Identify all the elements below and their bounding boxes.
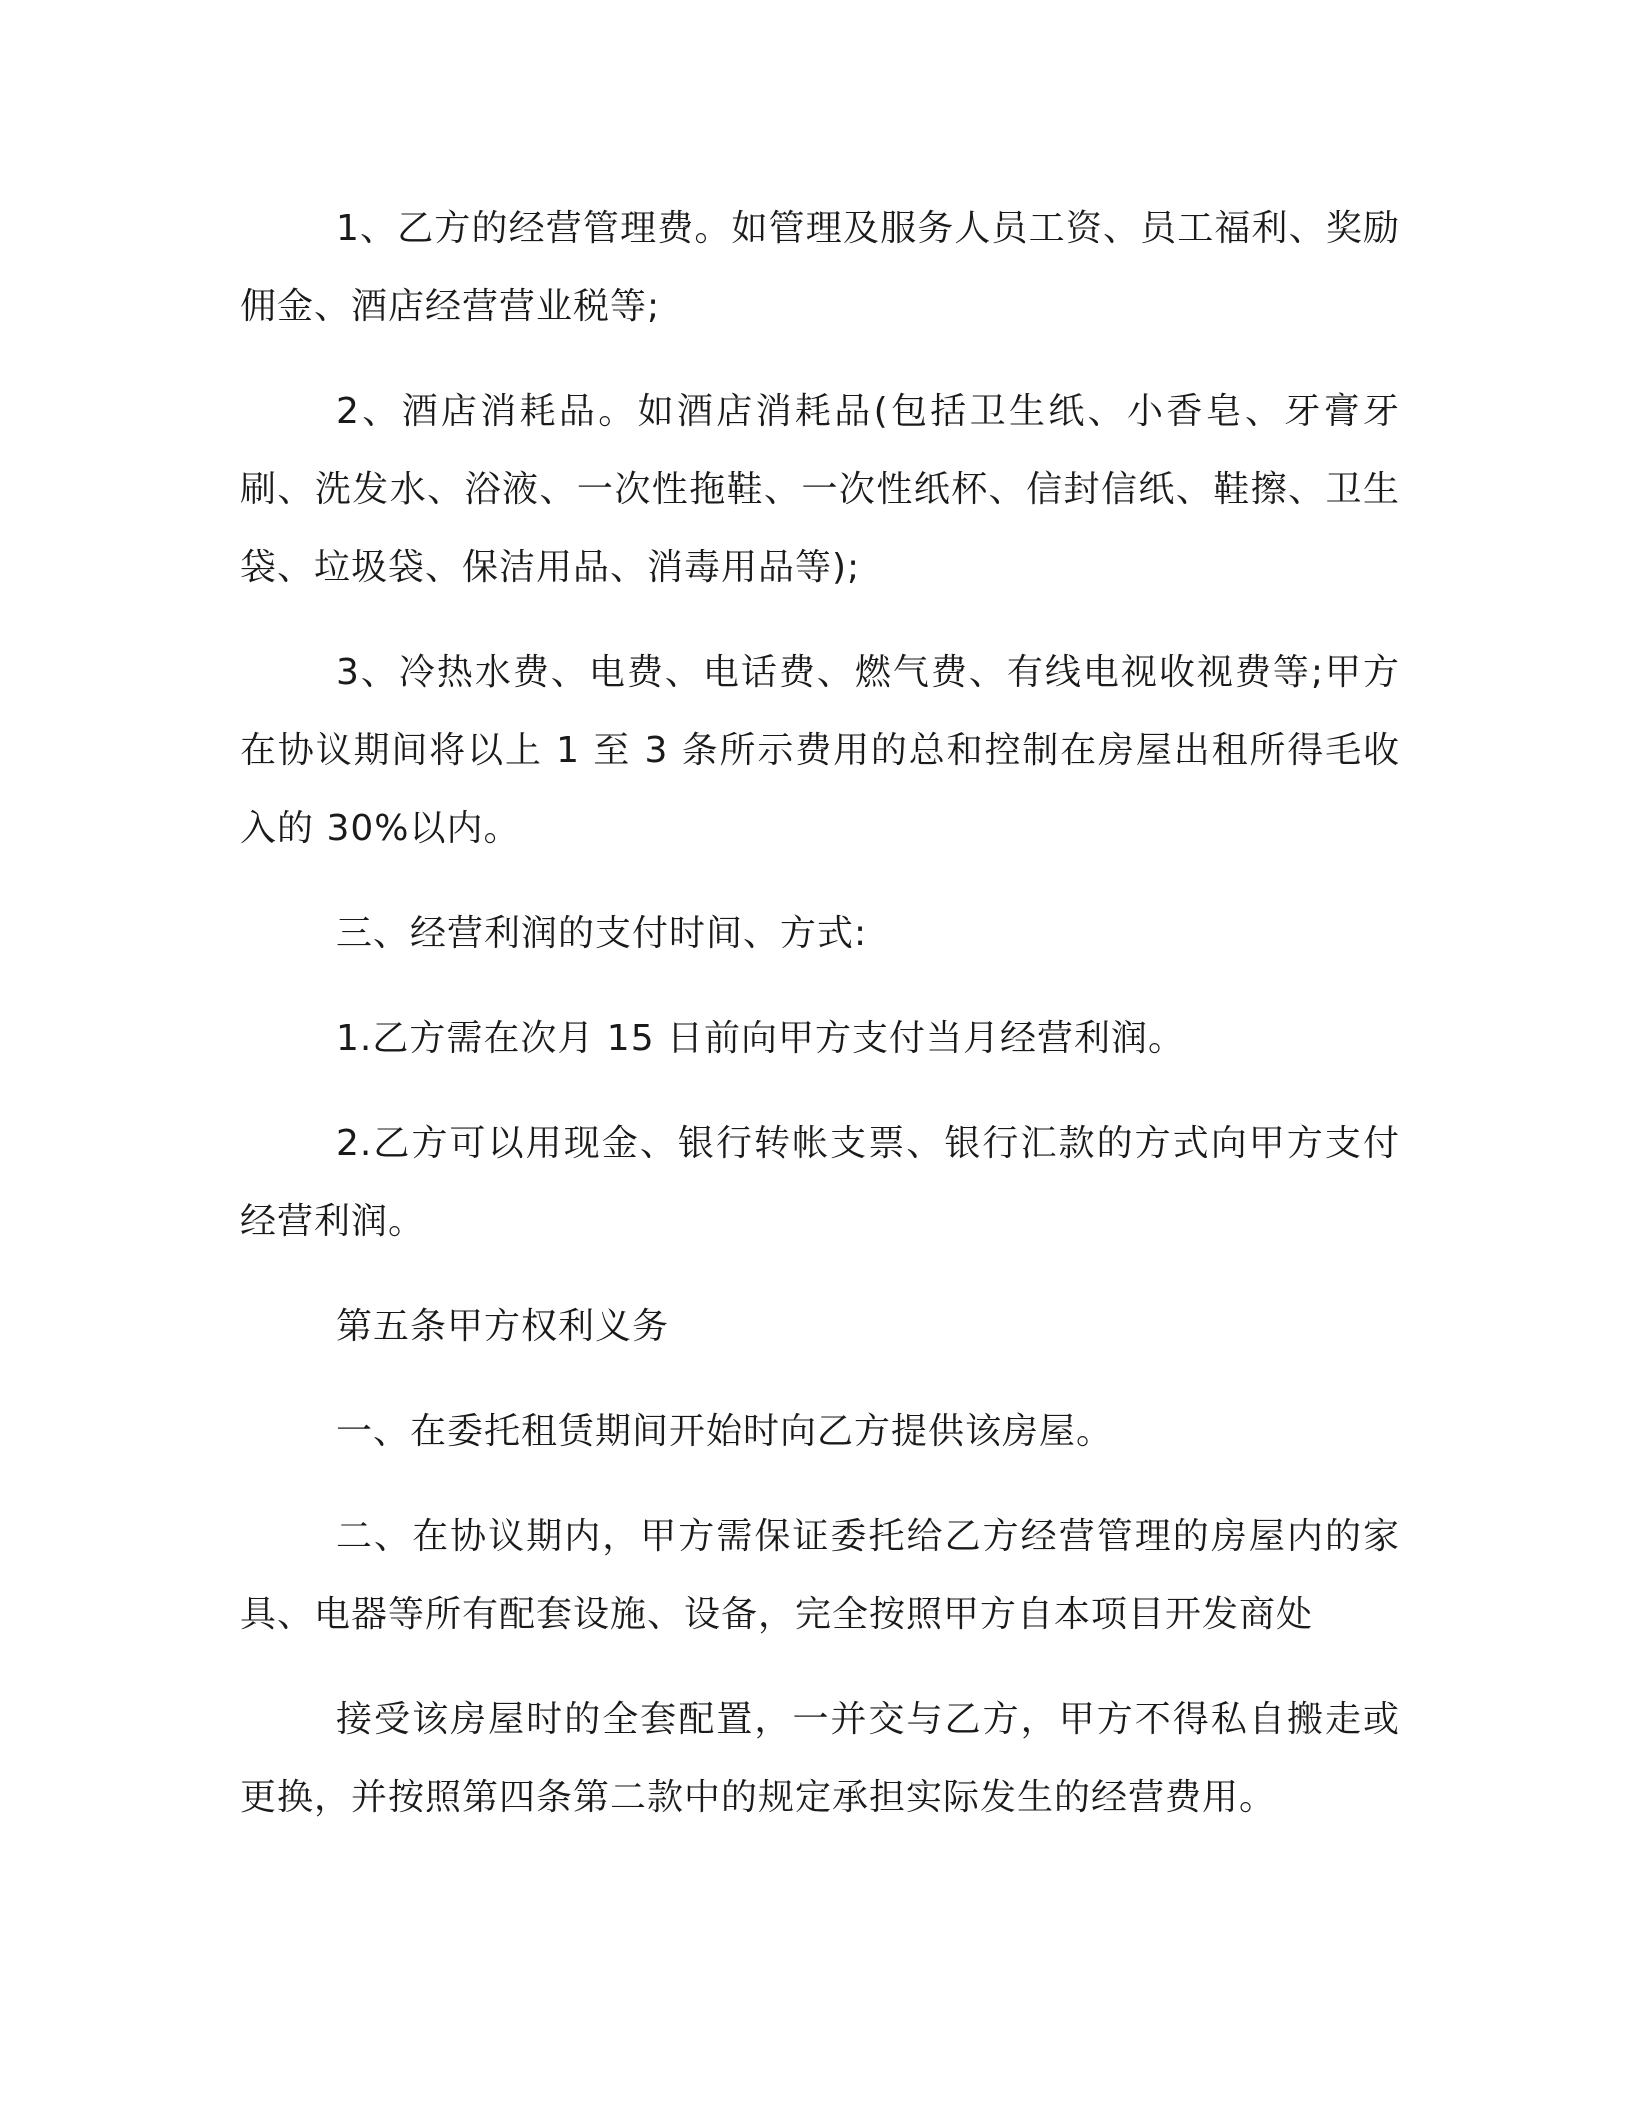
paragraph-section-payment: 三、经营利润的支付时间、方式: — [336, 913, 868, 954]
paragraph-party-a-duty-2: 二、在协议期内，甲方需保证委托给乙方经营管理的房屋内的家具、电器等所有配套设施、设备，完全按照甲方自本项目开发商处 — [240, 1516, 1400, 1635]
paragraph-party-a-duty-2-continued: 接受该房屋时的全套配置，一并交与乙方，甲方不得私自搬走或更换，并按照第四条第二款中的规定承担实际发生的经营费用。 — [240, 1699, 1400, 1818]
paragraph-expense-item-1: 1、乙方的经营管理费。如管理及服务人员工资、员工福利、奖励佣金、酒店经营营业税等; — [240, 208, 1400, 327]
paragraph-expense-item-3: 3、冷热水费、电费、电话费、燃气费、有线电视收视费等;甲方在协议期间将以上 1 至 3 条所示费用的总和控制在房屋出租所得毛收入的 30%以内。 — [240, 652, 1400, 849]
paragraph-party-a-duty-1: 一、在委托租赁期间开始时向乙方提供该房屋。 — [336, 1411, 1114, 1452]
document-body — [240, 190, 1400, 1864]
paragraph-expense-item-2: 2、酒店消耗品。如酒店消耗品(包括卫生纸、小香皂、牙膏牙刷、洗发水、浴液、一次性拖鞋、一次性纸杯、信封信纸、鞋擦、卫生袋、垃圾袋、保洁用品、消毒用品等); — [240, 391, 1400, 588]
paragraph-payment-1: 1.乙方需在次月 15 日前向甲方支付当月经营利润。 — [336, 1018, 1186, 1059]
paragraph-article-5-heading: 第五条甲方权利义务 — [336, 1306, 670, 1347]
paragraph-payment-2: 2.乙方可以用现金、银行转帐支票、银行汇款的方式向甲方支付经营利润。 — [240, 1123, 1400, 1242]
